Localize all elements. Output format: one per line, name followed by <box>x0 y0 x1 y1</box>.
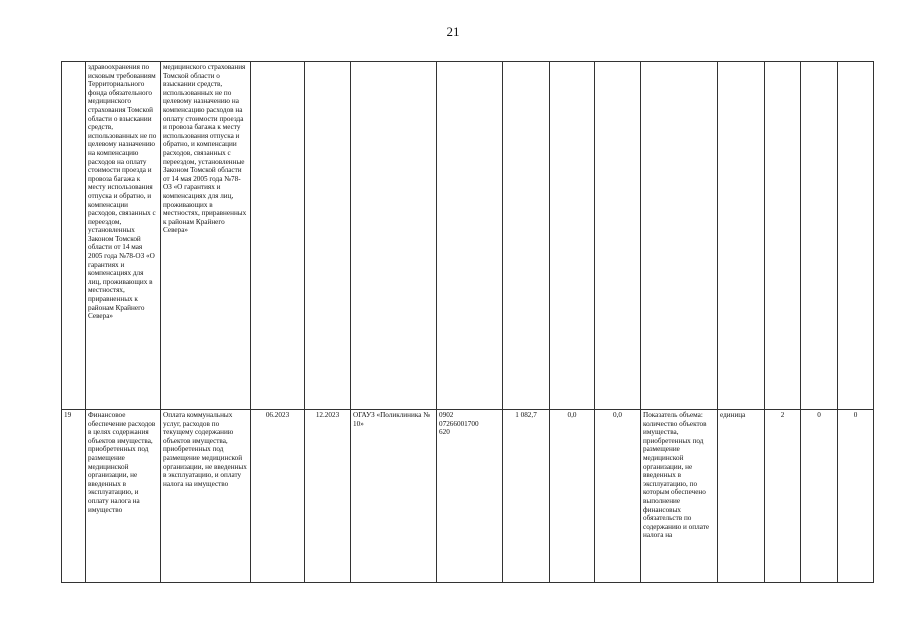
cell-event: Финансовое обеспечение расходов в целях содержания объектов имущества, приобретенных под размещение медицинской организации, не введенных в эксплуатацию, и оплату налога на имущество <box>86 410 161 583</box>
cell-value-2 <box>801 62 838 410</box>
cell-sum-3 <box>595 62 641 410</box>
cell-indicator: Показатель объема: количество объектов имущества, приобретенных под размещение медицинской организации, не введенных в эксплуатацию, по которым обеспечено выполнение финансовых обязательств по содержанию и оплате налога на <box>641 410 718 583</box>
cell-sum-3: 0,0 <box>595 410 641 583</box>
cell-value-3: 0 <box>838 410 874 583</box>
cell-event: здравоохранения по исковым требованиям Территориального фонда обязательного медицинского страхования Томской области о взыскании средств, использованных не по целевому назначению на компенсацию расходов на оплату стоимости проезда и провоза багажа к месту использования отпуска и обратно, и компенсации расходов, связанных с переездом, установленных Законом Томской области от 14 мая 2005 года №78-ОЗ «О гарантиях и компенсациях для лиц, проживающих в местностях, приравненных к районам Крайнего Севера» <box>86 62 161 410</box>
cell-number <box>62 62 86 410</box>
cell-sum-1 <box>503 62 550 410</box>
cell-value-1 <box>765 62 801 410</box>
cell-kbk <box>437 62 503 410</box>
page-number: 21 <box>446 24 460 39</box>
measures-table <box>61 61 874 583</box>
cell-kbk: 0902 07266001700 620 <box>437 410 503 583</box>
cell-sum-2 <box>550 62 595 410</box>
cell-institution <box>351 62 437 410</box>
cell-number: 19 <box>62 410 86 583</box>
cell-value-1: 2 <box>765 410 801 583</box>
cell-purpose: медицинского страхования Томской области о взыскании средств, использованных не по целевому назначению на компенсацию расходов на оплату стоимости проезда и провоза багажа к месту использования отпуска и обратно, и компенсации расходов, связанных с переездом, установленные Законом Томской области от 14 мая 2005 года №78-ОЗ «О гарантиях и компенсациях для лиц, проживающих в местностях, приравненных к районам Крайнего Севера» <box>161 62 251 410</box>
cell-purpose: Оплата коммунальных услуг, расходов по текущему содержанию объектов имущества, приобретенных под размещение медицинской организации, не введенных в эксплуатацию, и оплату налога на имущество <box>161 410 251 583</box>
cell-unit <box>718 62 765 410</box>
cell-unit: единица <box>718 410 765 583</box>
cell-end-date <box>305 62 351 410</box>
cell-start-date <box>251 62 305 410</box>
cell-end-date: 12.2023 <box>305 410 351 583</box>
cell-value-2: 0 <box>801 410 838 583</box>
table-row <box>62 62 874 410</box>
cell-sum-2: 0,0 <box>550 410 595 583</box>
cell-institution: ОГАУЗ «Поликлиника № 10» <box>351 410 437 583</box>
cell-value-3 <box>838 62 874 410</box>
cell-sum-1: 1 082,7 <box>503 410 550 583</box>
table-row <box>62 410 874 583</box>
cell-indicator <box>641 62 718 410</box>
cell-start-date: 06.2023 <box>251 410 305 583</box>
